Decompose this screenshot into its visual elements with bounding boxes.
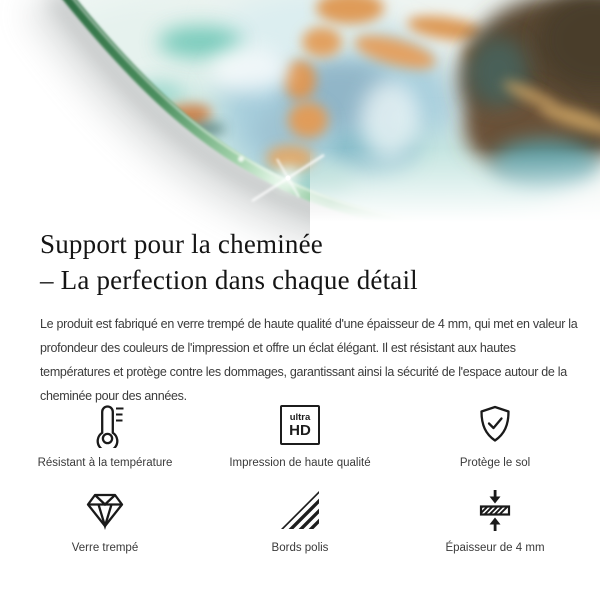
feature-label: Verre trempé [71,542,139,554]
diamond-icon [82,487,128,533]
shield-check-icon [472,402,518,448]
hero-image [0,0,600,240]
polished-edges-icon [277,487,323,533]
ultra-hd-icon: ultra HD [280,405,320,445]
features-row-2 [0,487,600,554]
product-description: Le produit est fabriqué en verre trempé de haute qualité d'une épaisseur de 4 mm, qui met en valeur la profondeur des couleurs de l'impression et offre un éclat élégant. Il est résistant aux hautes températures et protège contre les dommages, garantissant ainsi la sécurité de l'espace autour de la cheminée pour des années. [40,317,578,403]
feature-label: Protège le sol [459,457,531,469]
page-title [40,226,570,298]
features-grid [0,402,600,554]
title-line-2: – La perfection dans chaque détail [40,265,418,295]
feature-thickness [390,487,600,554]
features-row-1 [0,402,600,469]
feature-temperature [0,402,210,469]
feature-polished-edges [210,487,390,554]
glass-panel-photo [0,0,600,240]
thermometer-icon [82,402,128,448]
feature-label: Bords polis [271,542,329,554]
feature-floor-protection [390,402,600,469]
feature-label: Épaisseur de 4 mm [445,542,545,554]
white-fade-overlay [310,110,600,240]
title-line-1: Support pour la cheminée [40,229,323,259]
feature-print-quality [210,402,390,469]
feature-label: Impression de haute qualité [229,457,371,469]
thickness-icon [472,487,518,533]
feature-label: Résistant à la température [37,457,173,469]
feature-tempered-glass [0,487,210,554]
